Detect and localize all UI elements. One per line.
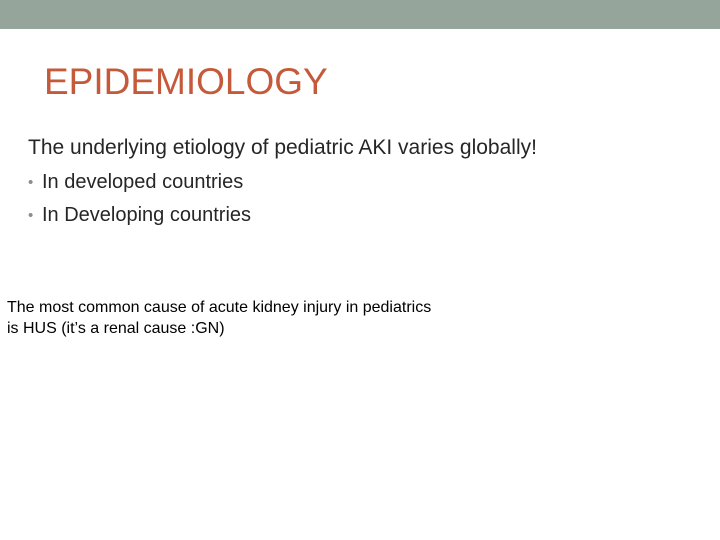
intro-text: The underlying etiology of pediatric AKI varies globally! — [28, 136, 537, 159]
slide-title: EPIDEMIOLOGY — [44, 61, 328, 102]
bullet-text: In developed countries — [42, 171, 244, 193]
bullet-item-developed — [28, 166, 688, 199]
slide-top-bar — [0, 0, 720, 29]
bullet-list — [28, 166, 688, 232]
bullet-text: In Developing countries — [42, 204, 252, 226]
note-line: The most common cause of acute kidney injury in pediatrics — [7, 299, 432, 316]
note-text-box — [7, 297, 567, 339]
bullet-item-developing — [28, 199, 688, 232]
bullet-dot-icon: • — [28, 207, 34, 224]
bullet-dot-icon: • — [28, 174, 34, 191]
slide-body — [28, 134, 688, 232]
note-line: is HUS (it’s a renal cause :GN) — [7, 320, 225, 337]
